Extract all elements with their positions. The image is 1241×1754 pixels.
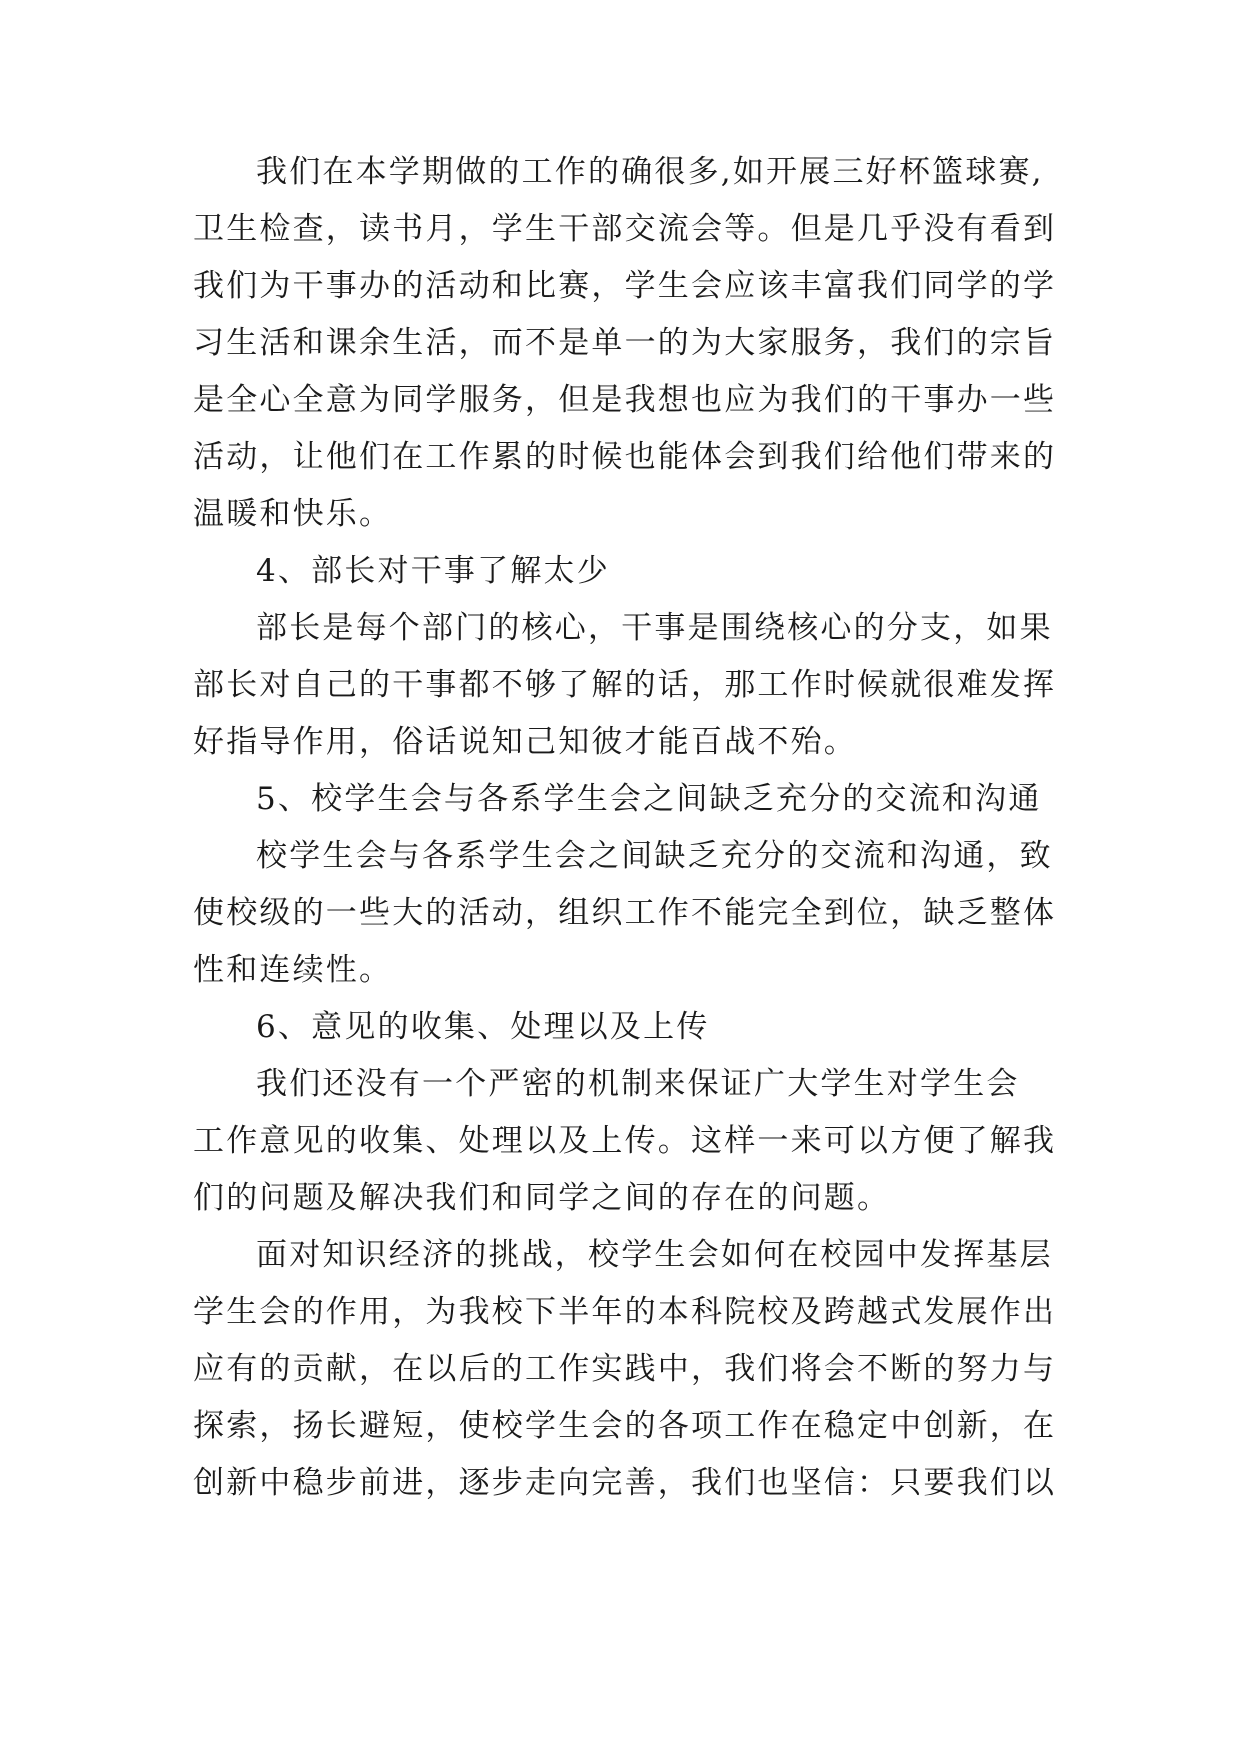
text-line: 面对知识经济的挑战，校学生会如何在校园中发挥基层 — [256, 1237, 1053, 1273]
text-line: 我们还没有一个严密的机制来保证广大学生对学生会 — [256, 1066, 1020, 1102]
section-heading: 5、校学生会与各系学生会之间缺乏充分的交流和沟通 — [256, 781, 1042, 817]
text-line: 我们在本学期做的工作的确很多,如开展三好杯篮球赛, — [256, 154, 1044, 190]
section-heading: 6、意见的收集、处理以及上传 — [256, 1009, 710, 1045]
text-line: 活动，让他们在工作累的时候也能体会到我们给他们带来的 — [193, 439, 1057, 475]
text-line: 性和连续性。 — [193, 952, 393, 988]
text-line: 部长是每个部门的核心，干事是围绕核心的分支，如果 — [256, 610, 1053, 646]
text-line: 温暖和快乐。 — [193, 496, 393, 532]
text-line: 好指导作用，俗话说知己知彼才能百战不殆。 — [193, 724, 857, 760]
text-line: 我们为干事办的活动和比赛，学生会应该丰富我们同学的学 — [193, 268, 1057, 304]
text-line: 们的问题及解决我们和同学之间的存在的问题。 — [193, 1180, 891, 1216]
text-line: 是全心全意为同学服务，但是我想也应为我们的干事办一些 — [193, 382, 1057, 418]
text-line: 校学生会与各系学生会之间缺乏充分的交流和沟通，致 — [256, 838, 1053, 874]
text-line: 工作意见的收集、处理以及上传。这样一来可以方便了解我 — [193, 1123, 1057, 1159]
text-line: 应有的贡献，在以后的工作实践中，我们将会不断的努力与 — [193, 1351, 1057, 1387]
text-line: 习生活和课余生活，而不是单一的为大家服务，我们的宗旨 — [193, 325, 1057, 361]
text-line: 探索，扬长避短，使校学生会的各项工作在稳定中创新，在 — [193, 1408, 1057, 1444]
section-heading: 4、部长对干事了解太少 — [256, 553, 610, 589]
text-line: 学生会的作用，为我校下半年的本科院校及跨越式发展作出 — [193, 1294, 1057, 1330]
text-line: 卫生检查，读书月，学生干部交流会等。但是几乎没有看到 — [193, 211, 1057, 247]
text-line: 使校级的一些大的活动，组织工作不能完全到位，缺乏整体 — [193, 895, 1057, 931]
text-line: 部长对自己的干事都不够了解的话，那工作时候就很难发挥 — [193, 667, 1057, 703]
text-line: 创新中稳步前进，逐步走向完善，我们也坚信：只要我们以 — [193, 1465, 1057, 1501]
